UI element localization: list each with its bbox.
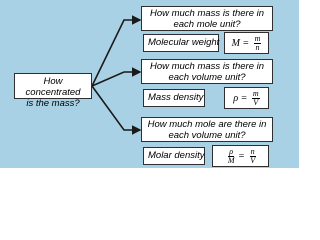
molar-density-question-box <box>141 117 273 142</box>
mass-density-eq-fraction <box>252 90 260 107</box>
molar-density-label: Molar density <box>143 147 205 165</box>
mass-density-label: Mass density <box>143 89 205 107</box>
mass-density-question-line-2: each volume unit? <box>168 72 246 83</box>
molecular-weight-eq-op: = <box>242 37 249 49</box>
mass-density-eq-lhs: ρ <box>233 92 239 104</box>
arrow-to-mass-density <box>92 72 140 86</box>
molecular-weight-eq-fraction <box>254 35 262 52</box>
molar-density-eq-lhs-fraction <box>227 148 236 165</box>
molecular-weight-equation <box>224 32 269 54</box>
molar-density-eq-lhs-denominator: M <box>227 155 235 165</box>
molar-density-question-line-2: each volume unit? <box>168 130 246 141</box>
mass-density-question-box <box>141 59 273 84</box>
molecular-weight-eq-denominator: n <box>255 42 260 52</box>
mass-density-question-line-1: How much mass is there in <box>149 61 265 72</box>
molecular-weight-question-line-1: How much mass is there in <box>149 8 265 19</box>
molecular-weight-question-line-2: each mole unit? <box>173 19 241 30</box>
molar-density-equation <box>212 145 269 167</box>
mass-density-eq-op: = <box>241 92 247 104</box>
main-question-box <box>14 73 92 109</box>
molar-density-eq-lhs-numerator: ρ <box>229 146 234 156</box>
mass-density-eq-numerator: m <box>252 88 259 98</box>
arrow-to-molar-density <box>92 86 140 130</box>
main-question-line-2: is the mass? <box>26 98 80 109</box>
molar-density-eq-denominator: V <box>250 155 256 165</box>
molar-density-eq-op: = <box>238 150 245 162</box>
molecular-weight-label: Molecular weight <box>143 34 219 52</box>
molar-density-question-line-1: How much mole are there in <box>147 119 267 130</box>
main-question-line-1: How concentrated <box>25 76 81 98</box>
molecular-weight-question-box <box>141 6 273 31</box>
mass-density-eq-denominator: V <box>253 97 259 107</box>
molecular-weight-eq-numerator: m <box>254 33 261 43</box>
molar-density-eq-fraction <box>249 148 256 165</box>
mass-density-equation <box>224 87 269 109</box>
molar-density-eq-numerator: n <box>250 146 255 156</box>
molecular-weight-eq-lhs: M <box>231 37 240 49</box>
